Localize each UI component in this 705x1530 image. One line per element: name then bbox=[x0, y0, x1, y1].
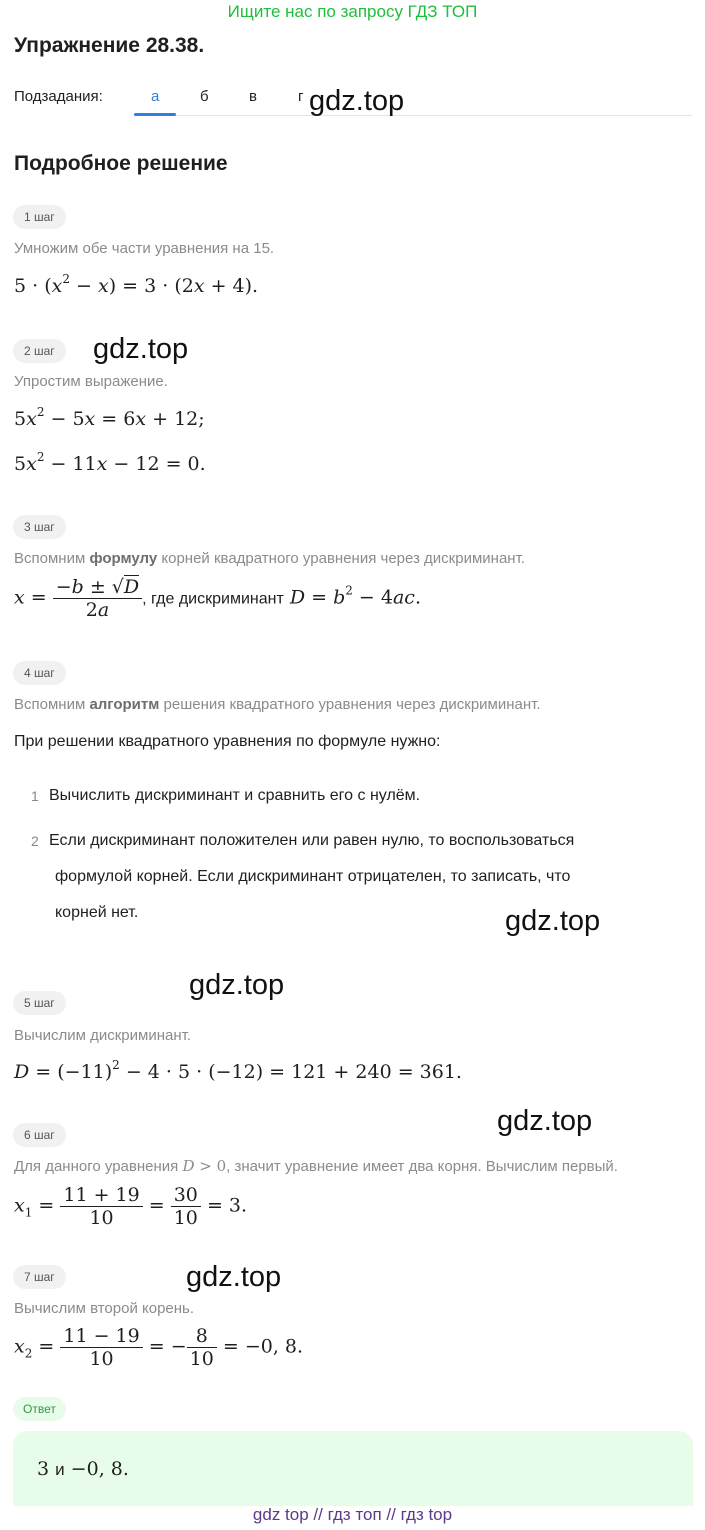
step-hint: Вспомним формулу корней квадратного уравнения через дискриминант. bbox=[14, 550, 525, 567]
equation: $5x^2 - 5x = 6x + 12$; bbox=[14, 405, 205, 430]
equation: $5 \cdot (x^2 - x) = 3 \cdot (2x + 4)$. bbox=[14, 272, 259, 297]
watermark: gdz.top bbox=[309, 85, 405, 117]
tab-v[interactable]: в bbox=[249, 88, 257, 105]
step-badge: 3 шаг bbox=[13, 515, 66, 539]
watermark: gdz.top bbox=[497, 1105, 593, 1137]
step-badge: 1 шаг bbox=[13, 205, 66, 229]
list-item: формулой корней. Если дискриминант отрицателен, то записать, что bbox=[55, 868, 571, 885]
watermark: gdz.top bbox=[186, 1261, 282, 1293]
subtasks-label: Подзадания: bbox=[14, 88, 103, 105]
search-banner[interactable]: Ищите нас по запросу ГДЗ ТОП bbox=[227, 2, 478, 21]
tab-a[interactable]: а bbox=[151, 88, 160, 105]
root-formula: x = $\frac{-b \pm √D}{2a}$ , где дискриминант $D = b^2 - 4ac$. bbox=[14, 576, 421, 621]
step-hint: Вычислим второй корень. bbox=[14, 1300, 195, 1317]
watermark: gdz.top bbox=[93, 333, 189, 365]
watermark: gdz.top bbox=[505, 905, 601, 937]
tab-b[interactable]: б bbox=[200, 88, 209, 105]
list-number: 2 bbox=[31, 833, 39, 849]
step-hint: Упростим выражение. bbox=[14, 373, 168, 390]
step-badge: 4 шаг bbox=[13, 661, 66, 685]
step-badge: 5 шаг bbox=[13, 991, 66, 1015]
step-badge: 2 шаг bbox=[13, 339, 66, 363]
equation: $x_2$ = $\frac{11 - 19}{10}$ = − $\frac{8}{10}$ = −0, 8. bbox=[14, 1325, 304, 1370]
list-item: корней нет. bbox=[55, 904, 139, 921]
step-hint: Вычислим дискриминант. bbox=[14, 1027, 191, 1044]
list-number: 1 bbox=[31, 788, 39, 804]
footer-links[interactable]: gdz top // гдз топ // гдз top bbox=[252, 1505, 453, 1524]
tabs-divider bbox=[134, 115, 692, 116]
watermark: gdz.top bbox=[189, 969, 285, 1001]
equation: $x_1$ = $\frac{11 + 19}{10}$ = $\frac{30}{10}$ = 3. bbox=[14, 1184, 248, 1229]
section-title: Подробное решение bbox=[14, 152, 228, 175]
answer-value: 3 и −0, 8. bbox=[37, 1458, 129, 1480]
step-badge: 7 шаг bbox=[13, 1265, 66, 1289]
answer-badge: Ответ bbox=[13, 1397, 66, 1421]
exercise-title: Упражнение 28.38. bbox=[14, 34, 205, 57]
step-hint: Вспомним алгоритм решения квадратного уравнения через дискриминант. bbox=[14, 696, 541, 713]
tab-g[interactable]: г bbox=[298, 88, 304, 105]
step-hint: Умножим обе части уравнения на 15. bbox=[14, 240, 275, 257]
list-item: Вычислить дискриминант и сравнить его с нулём. bbox=[49, 787, 421, 804]
algorithm-intro: При решении квадратного уравнения по формуле нужно: bbox=[14, 733, 441, 750]
step-badge: 6 шаг bbox=[13, 1123, 66, 1147]
active-tab-indicator bbox=[134, 113, 176, 116]
equation: $D = (-11)^2 - 4 \cdot 5 \cdot (-12) = 121 + 240 = 361$. bbox=[14, 1058, 462, 1083]
equation: $5x^2 - 11x - 12 = 0$. bbox=[14, 450, 206, 475]
list-item: Если дискриминант положителен или равен нулю, то воспользоваться bbox=[49, 832, 575, 849]
step-hint: Для данного уравнения D > 0, значит уравнение имеет два корня. Вычислим первый. bbox=[14, 1157, 618, 1175]
